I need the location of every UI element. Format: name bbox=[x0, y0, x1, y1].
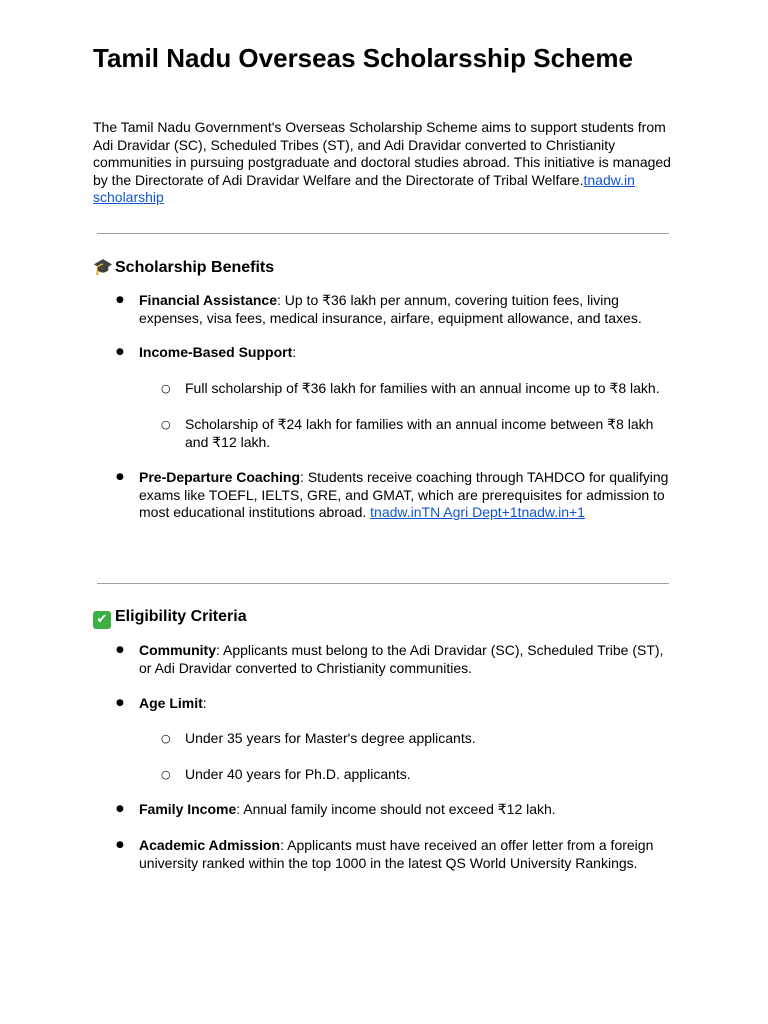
coaching-source-link[interactable]: tnadw.inTN Agri Dept+1tnadw.in+1 bbox=[370, 504, 585, 520]
sub-item-partial-scholarship: ○ Scholarship of ₹24 lakh for families with an annual income between ₹8 lakh and ₹12 lakh. bbox=[185, 416, 677, 451]
benefits-heading: 🎓 Scholarship Benefits bbox=[93, 257, 275, 276]
list-item-community: ● Community: Applicants must belong to the Adi Dravidar (SC), Scheduled Tribe (ST), or Adi Dravidar converted to Christianity communities. bbox=[139, 642, 677, 677]
sub-item-phd-age: ○ Under 40 years for Ph.D. applicants. bbox=[185, 766, 677, 784]
divider bbox=[97, 233, 669, 234]
sub-item-full-scholarship: ○ Full scholarship of ₹36 lakh for families with an annual income up to ₹8 lakh. bbox=[185, 380, 677, 398]
intro-text: The Tamil Nadu Government's Overseas Scholarship Scheme aims to support students from Adi Dravidar (SC), Scheduled Tribes (ST), and Adi Dravidar converted to Christianity communities in pursuing postgraduate and doctoral studies abroad. This initiative is managed by the Directorate of Adi Dravidar Welfare and the Directorate of Tribal Welfare. bbox=[93, 119, 671, 188]
list-item-age-limit: ● Age Limit: bbox=[139, 695, 677, 713]
intro-paragraph bbox=[93, 119, 675, 207]
sub-item-masters-age: ○ Under 35 years for Master's degree applicants. bbox=[185, 730, 677, 748]
graduation-cap-icon: 🎓 bbox=[93, 257, 113, 276]
list-item-family-income: ● Family Income: Annual family income should not exceed ₹12 lakh. bbox=[139, 801, 677, 819]
check-mark-icon: ✔ bbox=[93, 611, 111, 629]
list-item-financial-assistance: ● Financial Assistance: Up to ₹36 lakh per annum, covering tuition fees, living expenses, visa fees, medical insurance, airfare, equipment allowance, and taxes. bbox=[139, 292, 677, 327]
scholarship-link[interactable]: tnadw.in scholarship bbox=[93, 171, 635, 205]
list-item-pre-departure-coaching: ● Pre-Departure Coaching: Students receive coaching through TAHDCO for qualifying exams like TOEFL, IELTS, GRE, and GMAT, which are prerequisites for admission to most educational institutions abroad. tnadw.inTN Agri Dept+1tnadw.in+1 bbox=[139, 469, 677, 522]
divider bbox=[97, 583, 669, 584]
eligibility-heading: ✔ Eligibility Criteria bbox=[93, 607, 247, 629]
page-title: Tamil Nadu Overseas Scholarsship Scheme bbox=[93, 43, 633, 73]
list-item-income-based-support: ● Income-Based Support: bbox=[139, 344, 677, 362]
list-item-academic-admission: ● Academic Admission: Applicants must have received an offer letter from a foreign university ranked within the top 1000 in the latest QS World University Rankings. bbox=[139, 837, 677, 872]
